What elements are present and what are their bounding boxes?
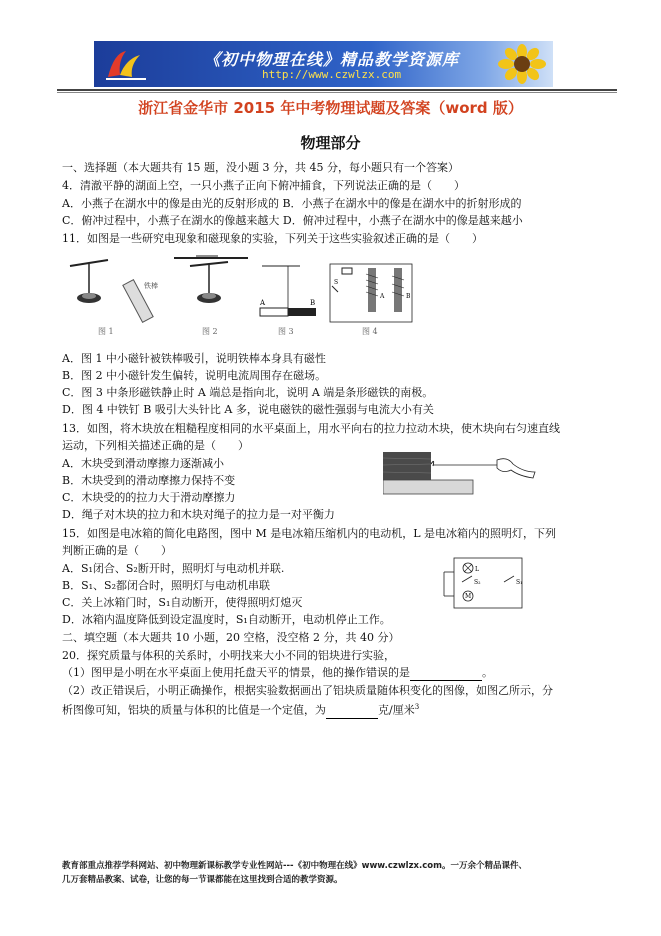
fridge-circuit-figure: [442, 552, 530, 614]
question-15-option-c: C．关上冰箱门时，S₁自动断开，使得照明灯熄灭: [62, 596, 303, 609]
question-15-cont: 判断正确的是（ ）: [62, 544, 172, 557]
question-11-option-c: C．图 3 中条形磁铁静止时 A 端总是指向北，说明 A 端是条形磁铁的南极。: [62, 386, 434, 399]
circuit-switch-2-label: S₂: [474, 579, 481, 586]
question-20-part-1-text: （1）图甲是小明在水平桌面上使用托盘天平的情景，他的操作错误的是: [62, 666, 410, 679]
figure-4-nail-a: A: [380, 293, 385, 300]
question-20-unit: 克/厘米: [378, 703, 415, 717]
question-13-option-c: C．木块受的的拉力大于滑动摩擦力: [62, 491, 236, 504]
document-title: 浙江省金华市 2015 年中考物理试题及答案（word 版）: [138, 99, 523, 117]
circuit-lamp-label: L: [475, 566, 479, 573]
banner-url[interactable]: http://www.czwlzx.com: [262, 68, 402, 81]
figure-3-end-a: A: [260, 299, 266, 307]
section-2-heading: 二、填空题（本大题共 10 小题，20 空格，没空格 2 分，共 40 分）: [62, 631, 400, 644]
footer-line-2: 几万套精品教案、试卷，让您的每一节课都能在这里找到合适的教学资源。: [62, 875, 343, 885]
question-11-option-a: A．图 1 中小磁针被铁棒吸引，说明铁棒本身具有磁性: [62, 352, 326, 365]
figure-4: [330, 264, 412, 336]
banner-title: 《初中物理在线》精品教学资源库: [204, 50, 460, 69]
header-rule-thin: [57, 92, 617, 93]
figure-4-caption: 图 4: [362, 327, 378, 336]
circuit-motor-label: M: [465, 593, 472, 600]
question-4-options-ab: A．小燕子在湖水中的像是由光的反射形成的 B．小燕子在湖水中的像是在湖水中的折射形成的: [62, 197, 522, 210]
question-11: 11．如图是一些研究电现象和磁现象的实验，下列关于这些实验叙述正确的是（ ）: [62, 232, 483, 245]
answer-blank-1[interactable]: [410, 665, 482, 681]
question-20-part-1: [62, 665, 493, 681]
question-4: 4．清澈平静的湖面上空，一只小燕子正向下俯冲捕食，下列说法正确的是（ ）: [62, 179, 465, 192]
header-banner: [94, 41, 553, 87]
question-20-part-2-cont: [62, 700, 419, 719]
question-13-option-a: A．木块受到滑动摩擦力逐渐减小: [62, 457, 224, 470]
circuit-switch-1-label: S₁: [516, 579, 523, 586]
question-20-part-2: （2）改正错误后，小明正确操作，根据实验数据画出了铝块质量随体积变化的图像，如图乙所示，分: [62, 684, 553, 697]
question-20-part-1-end: 。: [482, 666, 493, 679]
question-20-unit-exponent: 3: [414, 703, 420, 711]
site-logo-icon: [104, 47, 148, 83]
figure-4-switch-label: S: [334, 279, 339, 286]
block-pull-figure: [383, 450, 543, 498]
header-rule: [57, 89, 617, 91]
magnetism-figures: [62, 252, 432, 344]
footer-line-1: 教育部重点推荐学科网站、初中物理新课标教学专业性网站---《初中物理在线》www.czwlzx.com。一万余个精品课件、: [62, 861, 527, 871]
question-13-cont: 运动，下列相关描述正确的是（ ）: [62, 439, 249, 452]
figure-1-rod-label: 铁棒: [144, 282, 158, 290]
question-13-option-b: B．木块受到的滑动摩擦力保持不变: [62, 474, 236, 487]
question-20: 20．探究质量与体积的关系时，小明找来大小不同的铝块进行实验，: [62, 649, 395, 662]
figure-3-caption: 图 3: [278, 327, 294, 336]
question-11-option-b: B．图 2 中小磁针发生偏转，说明电流周围存在磁场。: [62, 369, 327, 382]
question-15-option-a: A．S₁闭合、S₂断开时，照明灯与电动机并联.: [62, 562, 285, 575]
question-15-option-d: D．冰箱内温度降低到设定温度时，S₁自动断开，电动机停止工作。: [62, 613, 391, 626]
question-15-option-b: B．S₁、S₂都闭合时，照明灯与电动机串联: [62, 579, 270, 592]
sunflower-icon: [495, 44, 549, 84]
answer-blank-2[interactable]: [326, 703, 378, 719]
question-4-options-cd: C．俯冲过程中，小燕子在湖水的像越来越大 D．俯冲过程中，小燕子在湖水中的像是越来越小: [62, 214, 523, 227]
figure-2-caption: 图 2: [202, 327, 218, 336]
question-11-option-d: D．图 4 中铁钉 B 吸引大头针比 A 多，说电磁铁的磁性强弱与电流大小有关: [62, 403, 434, 416]
figure-1: [70, 260, 158, 336]
question-13-option-d: D．绳子对木块的拉力和木块对绳子的拉力是一对平衡力: [62, 508, 335, 521]
section-title: 物理部分: [300, 134, 361, 152]
figure-3-end-b: B: [310, 299, 316, 307]
question-13: 13．如图，将木块放在粗糙程度相同的水平桌面上，用水平向右的拉力拉动木块，使木块向右匀速直线: [62, 422, 560, 435]
question-20-part-2-text: 析图像可知，铝块的质量与体积的比值是一个定值，为: [62, 703, 326, 717]
figure-4-nail-b: B: [406, 293, 411, 300]
question-15: 15．如图是电冰箱的简化电路图，图中 M 是电冰箱压缩机内的电动机，L 是电冰箱内的照明灯，下列: [62, 527, 557, 540]
section-1-heading: 一、选择题（本大题共有 15 题，没小题 3 分，共 45 分，每小题只有一个答案）: [62, 161, 459, 174]
figure-3: [259, 266, 316, 336]
figure-1-caption: 图 1: [98, 327, 114, 336]
figure-2: [174, 256, 248, 336]
